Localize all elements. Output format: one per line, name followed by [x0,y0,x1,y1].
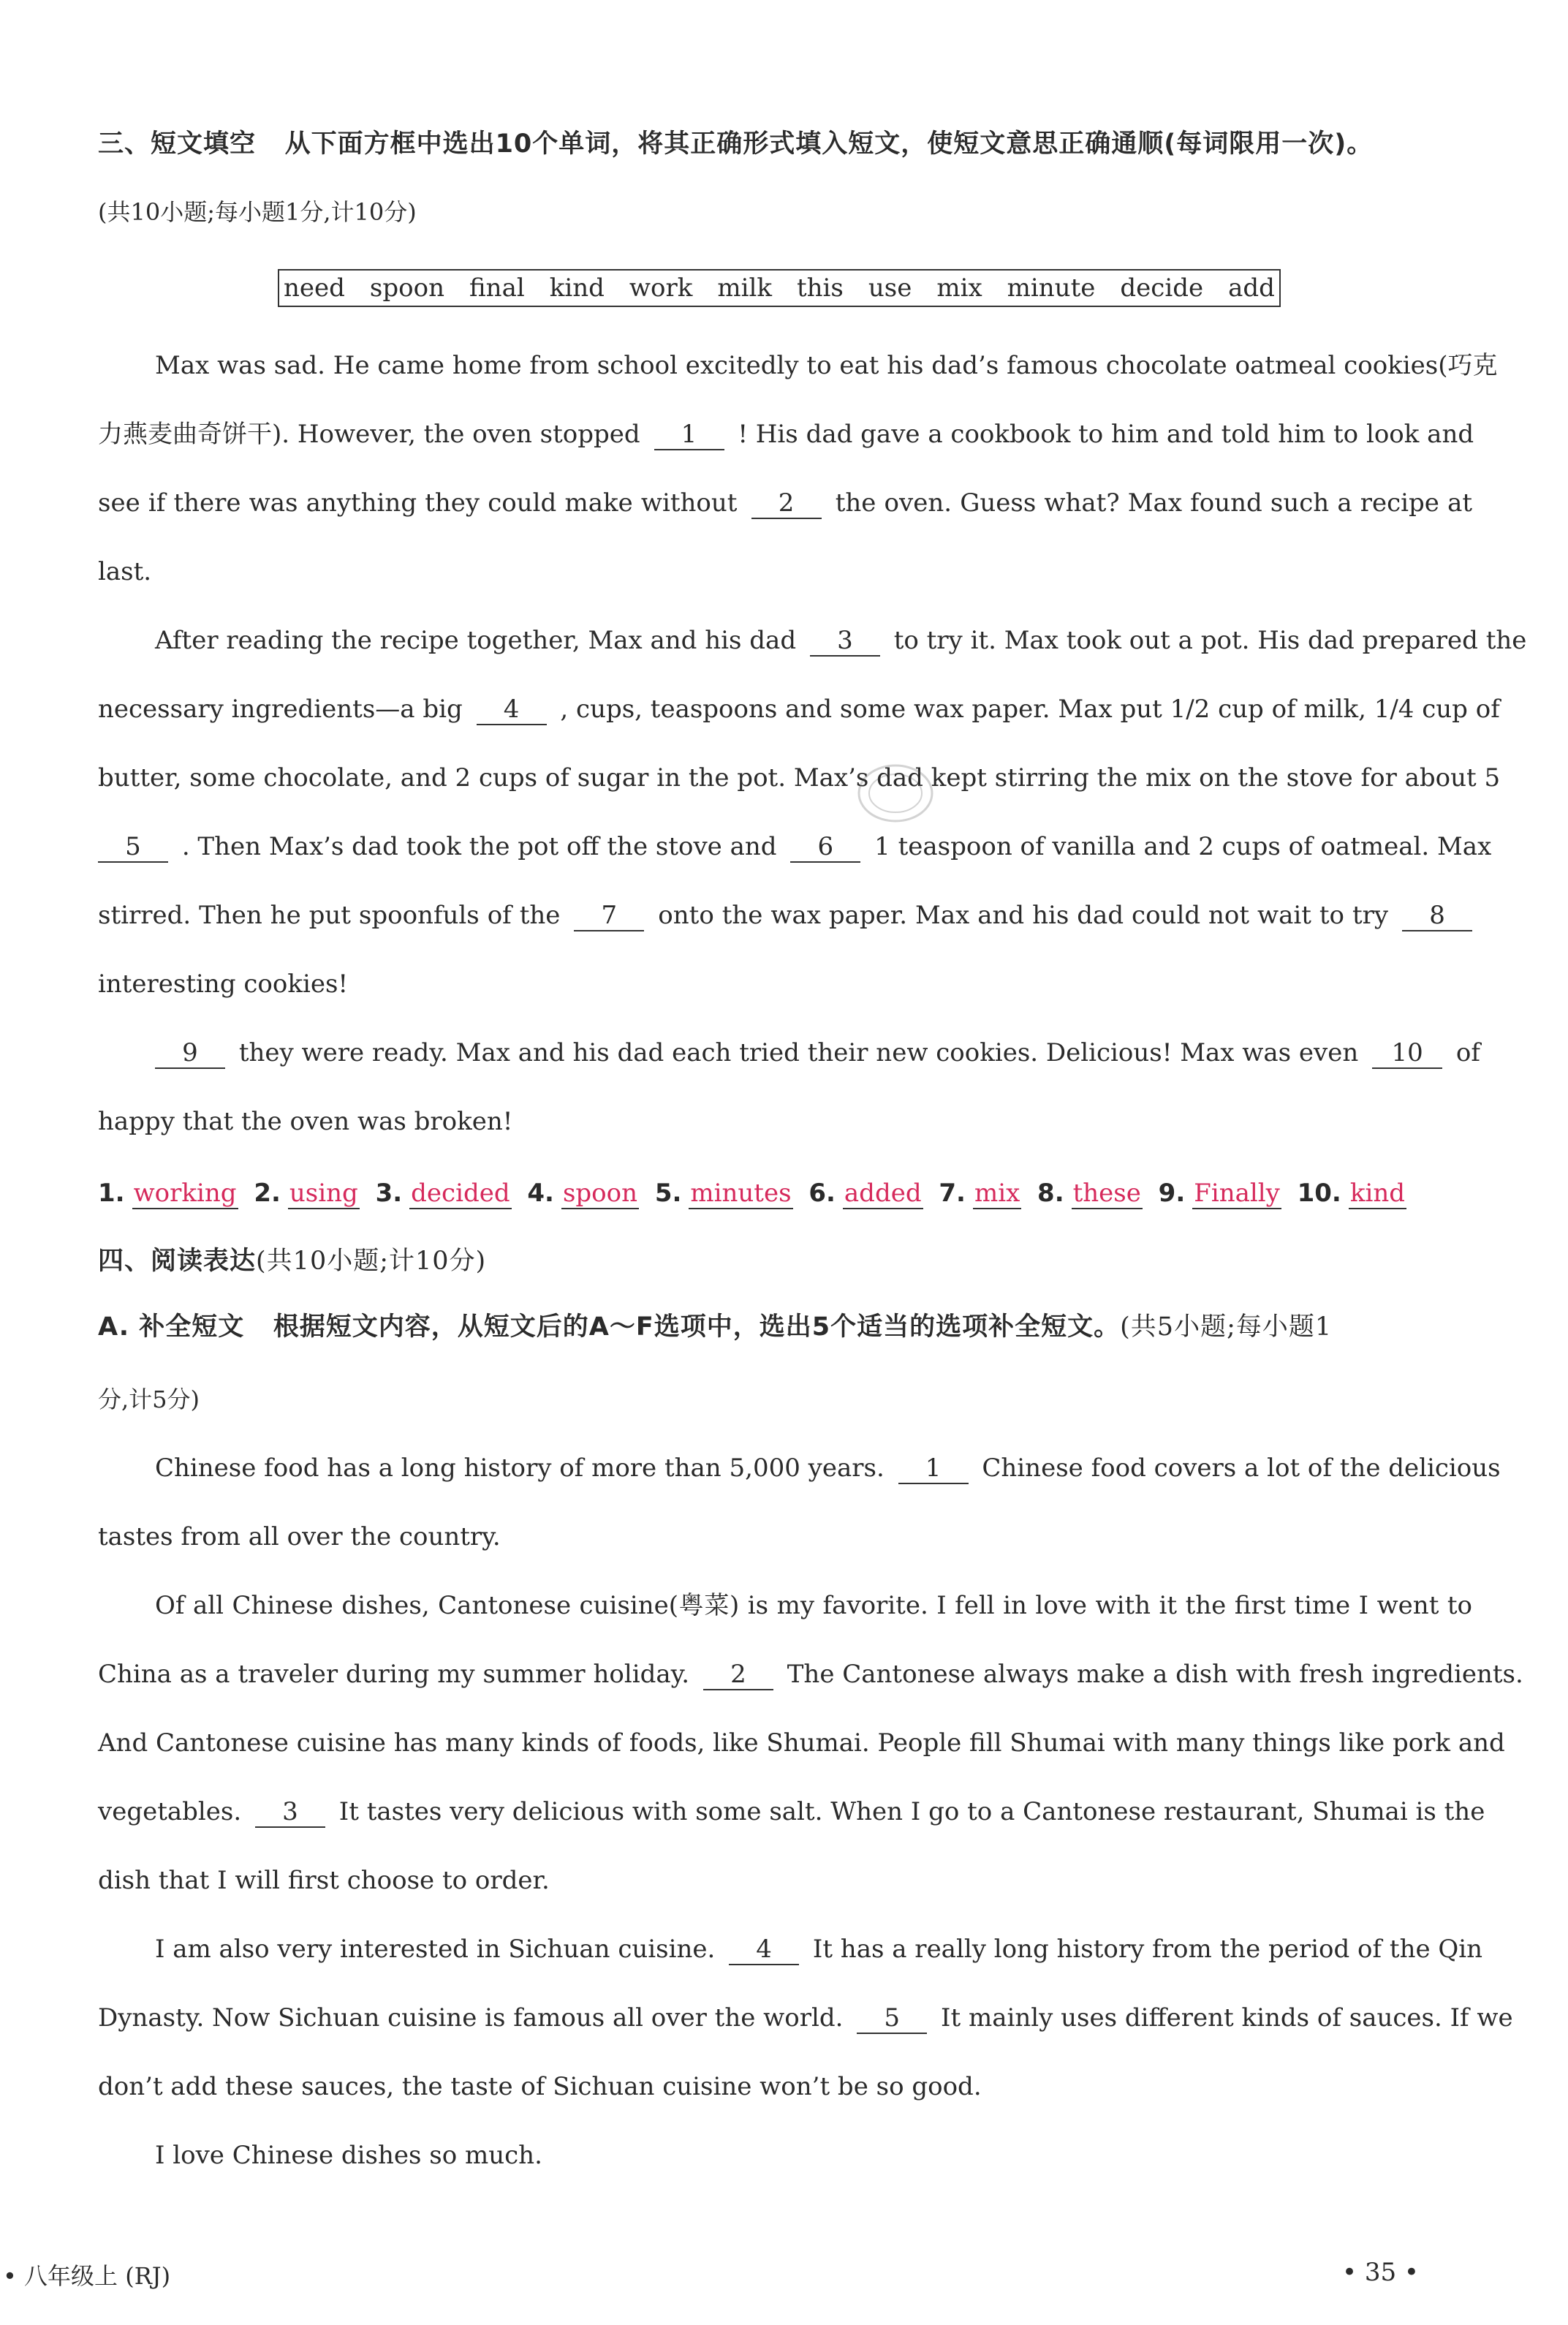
blank-A3[interactable]: 3 [255,1797,325,1828]
section4-heading [98,1243,486,1279]
answer-item [254,1179,359,1208]
passage-line [98,417,1472,452]
answer-word: mix [974,1179,1020,1208]
blank-A2[interactable]: 2 [703,1660,773,1690]
text-run: Dynasty. Now Sichuan cuisine is famous all over the world. [98,2003,844,2033]
text-run: to try it. Max took out a pot. His dad prepared the [893,626,1527,655]
passage-line [98,829,1492,864]
word-box [278,269,1281,307]
answer-item [1159,1179,1281,1208]
text-run: ! His dad gave a cookbook to him and told him to look and [738,420,1474,449]
section3-note: (共10小题;每小题1分,计10分) [98,198,417,226]
word-box-item: work [629,273,693,303]
text-run: happy that the oven was broken! [98,1107,513,1136]
answer-key [98,1173,1406,1214]
answer-number: 10. [1297,1179,1341,1208]
section3-instruction: 从下面方框中选出10个单词，将其正确形式填入短文，使短文意思正确通顺(每词限用一次)。 [284,129,1374,159]
answer-number: 9. [1158,1179,1186,1208]
answer-word: using [289,1179,358,1208]
blank-1[interactable]: 1 [654,420,724,450]
blank-10[interactable]: 10 [1372,1038,1442,1069]
text-run: Max was sad. He came home from school excitedly to eat his dad’s famous chocolate oatmeal cookies(巧克 [155,351,1498,380]
answer-item [655,1179,793,1208]
passage-line [155,348,1498,383]
passage-line [155,1451,1501,1486]
page-number: • 35 • [1342,2258,1419,2287]
blank-7[interactable]: 7 [574,901,644,931]
text-run: It has a really long history from the period of the Qin [812,1935,1483,1964]
text-run: Chinese food covers a lot of the delicious [982,1453,1501,1483]
passage-line [155,623,1527,658]
text-run: Of all Chinese dishes, Cantonese cuisine(粤菜) is my favorite. I fell in love with it the first time I went to [155,1591,1472,1620]
word-box-item: add [1228,273,1275,303]
answer-item [808,1179,923,1208]
blank-5[interactable]: 5 [98,832,168,863]
word-box-item: need [284,273,345,303]
passage-line [98,485,1472,521]
word-box-item: milk [717,273,772,303]
passage-line [155,1035,1480,1070]
text-run: It mainly uses different kinds of sauces. If we [941,2003,1513,2033]
text-run: dish that I will first choose to order. [98,1866,550,1895]
answer-word: working [133,1179,237,1208]
partA-heading [98,1309,1332,1345]
passage-line [98,1794,1485,1829]
passage-line [98,1104,1472,1139]
answer-word: decided [411,1179,510,1208]
text-run: I am also very interested in Sichuan cuisine. [155,1935,716,1964]
word-box-item: decide [1120,273,1204,303]
section4-note: (共10小题;计10分) [256,1247,487,1276]
word-box-item: kind [549,273,605,303]
word-box-item: use [868,273,912,303]
passage-line [155,2138,1472,2173]
answer-number: 5. [654,1179,682,1208]
text-run: interesting cookies! [98,969,349,999]
text-run: stirred. Then he put spoonfuls of the [98,901,561,930]
answer-number: 1. [98,1179,125,1208]
blank-9[interactable]: 9 [155,1038,225,1069]
text-run: . Then Max’s dad took the pot off the stove and [181,832,777,861]
passage-line [155,1932,1483,1967]
answer-word: spoon [562,1179,638,1208]
blank-A5[interactable]: 5 [857,2003,927,2034]
text-run: , cups, teaspoons and some wax paper. Max put 1/2 cup of milk, 1/4 cup of [560,695,1500,724]
text-run: onto the wax paper. Max and his dad could not wait to try [658,901,1389,930]
text-run: And Cantonese cuisine has many kinds of foods, like Shumai. People fill Shumai with many things like pork and [98,1728,1505,1758]
text-run: butter, some chocolate, and 2 cups of sugar in the pot. Max’s dad kept stirring the mix on the stove for about 5 [98,763,1501,793]
text-run: Chinese food has a long history of more than 5,000 years. [155,1453,885,1483]
text-run: see if there was anything they could make without [98,488,738,518]
blank-3[interactable]: 3 [810,626,880,657]
answer-word: minutes [690,1179,792,1208]
answer-number: 6. [808,1179,836,1208]
answer-number: 4. [527,1179,554,1208]
answer-item [376,1179,512,1208]
text-run: vegetables. [98,1797,242,1826]
answer-word: these [1072,1179,1141,1208]
passage-line [98,692,1500,727]
text-run: 1 teaspoon of vanilla and 2 cups of oatmeal. Max [874,832,1492,861]
word-box-item: final [469,273,525,303]
section4-title: 四、阅读表达 [98,1247,257,1276]
passage-line [98,1657,1523,1692]
answer-word: Finally [1194,1179,1280,1208]
blank-A4[interactable]: 4 [729,1935,799,1965]
passage-line [98,2000,1513,2035]
passage-line [98,1725,1505,1761]
passage-line [98,967,1472,1002]
text-run: they were ready. Max and his dad each tried their new cookies. Delicious! Max was even [238,1038,1359,1067]
answer-number: 7. [939,1179,966,1208]
word-box-item: this [796,273,844,303]
partA-note: (共5小题;每小题1 [1120,1312,1333,1342]
answer-item [98,1179,238,1208]
text-run: don’t add these sauces, the taste of Sichuan cuisine won’t be so good. [98,2072,982,2101]
watermark-stamp-icon [855,760,936,826]
passage-line [98,1519,1472,1554]
text-run: tastes from all over the country. [98,1522,501,1551]
text-run: 力燕麦曲奇饼干). However, the oven stopped [98,420,640,449]
answer-item [1037,1179,1143,1208]
text-run: After reading the recipe together, Max and his dad [155,626,797,655]
answer-word: kind [1349,1179,1405,1208]
word-box-item: spoon [369,273,444,303]
answer-number: 8. [1037,1179,1064,1208]
section3-heading [98,126,1373,162]
word-box-item: mix [936,273,982,303]
blank-4[interactable]: 4 [477,695,547,725]
text-run: The Cantonese always make a dish with fresh ingredients. [787,1660,1523,1689]
text-run: the oven. Guess what? Max found such a recipe at [835,488,1473,518]
passage-line [98,1863,1472,1898]
blank-8[interactable]: 8 [1402,901,1472,931]
partA-instruction: 根据短文内容，从短文后的A～F选项中，选出5个适当的选项补全短文。 [273,1312,1121,1342]
answer-item [939,1179,1021,1208]
text-run: China as a traveler during my summer holiday. [98,1660,690,1689]
passage-line [98,760,1501,795]
text-run: I love Chinese dishes so much. [155,2141,542,2170]
blank-A1[interactable]: 1 [898,1453,969,1484]
answer-number: 3. [375,1179,403,1208]
grade-label: • 八年级上 (RJ) [3,2262,171,2290]
passage-line [98,554,1472,589]
passage-line [155,1588,1472,1623]
answer-word: added [844,1179,922,1208]
partA-title: A. 补全短文 [98,1312,245,1342]
passage-line [98,898,1472,933]
answer-number: 2. [254,1179,281,1208]
partA-note-continued: 分,计5分) [98,1385,200,1413]
blank-6[interactable]: 6 [790,832,860,863]
section3-title: 三、短文填空 [98,129,257,159]
passage-line [98,2069,1472,2104]
answer-item [527,1179,639,1208]
text-run: of [1455,1038,1480,1067]
blank-2[interactable]: 2 [751,488,822,519]
word-box-item: minute [1007,273,1096,303]
text-run: necessary ingredients—a big [98,695,463,724]
answer-item [1298,1179,1406,1208]
text-run: last. [98,557,152,586]
text-run: It tastes very delicious with some salt. When I go to a Cantonese restaurant, Shumai is the [338,1797,1485,1826]
